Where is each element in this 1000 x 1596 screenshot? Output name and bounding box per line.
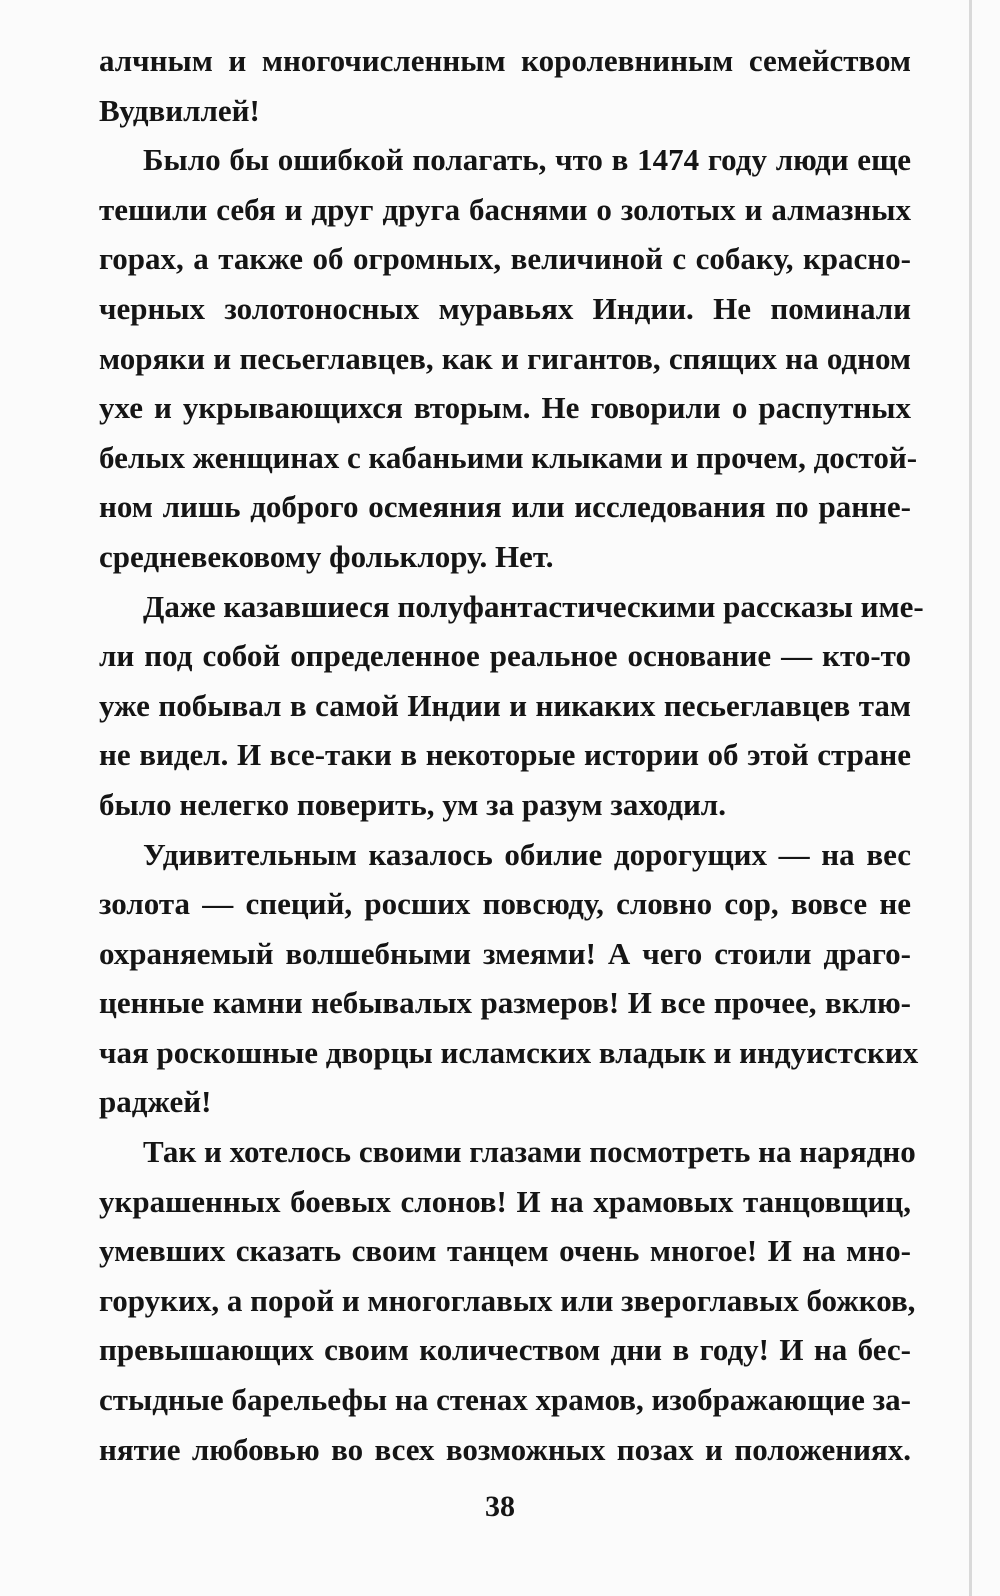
text-line: черных золотоносных муравьях Индии. Не поминали (99, 290, 911, 326)
text-line: ли под собой определенное реальное основание — кто-то (99, 638, 911, 674)
text-line: моряки и песьеглавцев, как и гигантов, спящих на одном (99, 340, 911, 376)
text-line: ухе и укрывающихся вторым. Не говорили о распутных (99, 390, 911, 426)
text-line: горуких, а порой и многоглавых или звероглавых божков, (99, 1282, 916, 1318)
text-line: средневековому фольклору. Нет. (99, 538, 554, 574)
text-line: нятие любовью во всех возможных позах и положениях. (99, 1431, 911, 1467)
text-line: Даже казавшиеся полуфантастическими рассказы име- (143, 588, 924, 624)
text-line: ном лишь доброго осмеяния или исследования по ранне- (99, 489, 911, 525)
text-line: алчным и многочисленным королевниным семейством (99, 43, 911, 78)
text-line: украшенных боевых слонов! И на храмовых танцовщиц, (99, 1183, 911, 1219)
text-line: горах, а также об огромных, величиной с собаку, красно- (99, 241, 911, 277)
text-line: тешили себя и друг друга баснями о золотых и алмазных (99, 191, 911, 227)
page-edge-line (969, 0, 972, 1596)
text-line: раджей! (99, 1084, 212, 1120)
text-line: не видел. И все-таки в некоторые истории об этой стране (99, 737, 911, 773)
text-line: было нелегко поверить, ум за разум заходил. (99, 786, 726, 822)
text-line: Так и хотелось своими глазами посмотреть на нарядно (143, 1134, 916, 1170)
text-line: золота — специй, росших повсюду, словно сор, вовсе не (99, 886, 911, 922)
text-line: белых женщинах с кабаньими клыками и прочем, достой- (99, 439, 918, 475)
text-line: превышающих своим количеством дни в году! И на бес- (99, 1332, 911, 1368)
text-line: Удивительным казалось обилие дорогущих — на вес (143, 836, 911, 872)
text-line: ценные камни небывалых размеров! И все прочее, вклю- (99, 985, 911, 1021)
text-line: стыдные барельефы на стенах храмов, изображающие за- (99, 1382, 911, 1418)
page-number: 38 (485, 1490, 515, 1523)
text-line: умевших сказать своим танцем очень многое! И на мно- (99, 1233, 911, 1269)
text-line: чая роскошные дворцы исламских владык и индуистских (99, 1034, 919, 1070)
text-line: уже побывал в самой Индии и никаких песьеглавцев там (99, 687, 911, 723)
text-line: Вудвиллей! (99, 92, 260, 128)
text-line: охраняемый волшебными змеями! А чего стоили драго- (99, 935, 911, 971)
text-line: Было бы ошибкой полагать, что в 1474 году люди еще (143, 142, 911, 178)
body-text (99, 36, 924, 1474)
